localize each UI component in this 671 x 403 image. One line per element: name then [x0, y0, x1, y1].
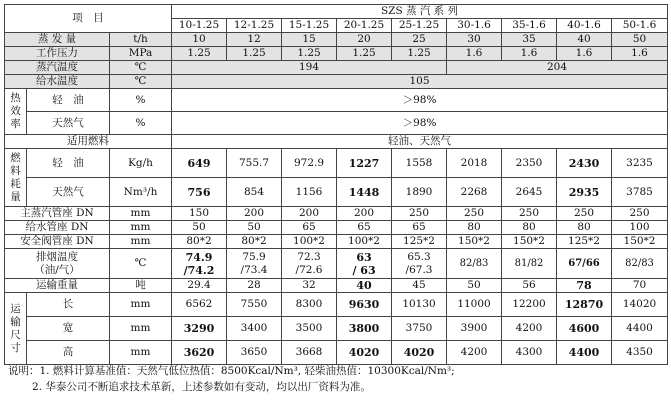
consumption-oil-value-9: 3235 [612, 149, 668, 178]
weight-value-9: 70 [612, 279, 668, 293]
efficiency-gas-row [5, 112, 668, 135]
evaporation-value-2: 12 [227, 33, 282, 47]
evaporation-value-5: 25 [392, 33, 447, 47]
weight-value-3: 32 [282, 279, 337, 293]
height-value-7: 4300 [502, 341, 557, 365]
steam-temp-value-b: 204 [447, 61, 668, 75]
pressure-value-6: 1.6 [447, 47, 502, 61]
efficiency-oil-label: 轻 油 [27, 89, 110, 112]
evaporation-value-8: 40 [557, 33, 612, 47]
safety-dn-value-5: 125*2 [392, 235, 447, 249]
safety-dn-value-4: 100*2 [337, 235, 392, 249]
feed-temp-unit: ℃ [110, 75, 172, 89]
width-value-5: 3750 [392, 317, 447, 341]
consumption-oil-value-7: 2350 [502, 149, 557, 178]
pressure-value-9: 1.6 [612, 47, 668, 61]
model-header-5: 25-1.25 [392, 19, 447, 33]
pressure-value-8: 1.6 [557, 47, 612, 61]
weight-value-7: 56 [502, 279, 557, 293]
notes [8, 363, 663, 395]
efficiency-gas-value: ＞98% [172, 112, 668, 135]
length-value-1: 6562 [172, 293, 227, 317]
pressure-value-1: 1.25 [172, 47, 227, 61]
main-steam-dn-row [5, 207, 668, 221]
weight-value-5: 45 [392, 279, 447, 293]
length-value-2: 7550 [227, 293, 282, 317]
main-steam-dn-label: 主蒸汽管座 DN [5, 207, 110, 221]
evaporation-value-1: 10 [172, 33, 227, 47]
exhaust-unit: ℃ [110, 249, 172, 279]
consumption-gas-unit: Nm³/h [110, 178, 172, 207]
weight-value-6: 50 [447, 279, 502, 293]
consumption-oil-value-3: 972.9 [282, 149, 337, 178]
length-label: 长 [27, 293, 110, 317]
weight-row [5, 279, 668, 293]
feed-dn-value-9: 100 [612, 221, 668, 235]
exhaust-value-3: 72.3 /72.6 [282, 249, 337, 279]
evaporation-value-4: 20 [337, 33, 392, 47]
height-value-6: 4200 [447, 341, 502, 365]
consumption-gas-value-9: 3785 [612, 178, 668, 207]
width-value-4: 3800 [337, 317, 392, 341]
length-value-5: 10130 [392, 293, 447, 317]
feed-temp-value: 105 [172, 75, 668, 89]
exhaust-value-6: 82/83 [447, 249, 502, 279]
steam-temp-label: 蒸汽温度 [5, 61, 110, 75]
length-value-9: 14020 [612, 293, 668, 317]
efficiency-gas-label: 天然气 [27, 112, 110, 135]
pressure-row [5, 47, 668, 61]
consumption-gas-row [5, 178, 668, 207]
height-row [5, 341, 668, 365]
main-steam-dn-value-6: 250 [447, 207, 502, 221]
height-value-3: 3668 [282, 341, 337, 365]
height-value-5: 4020 [392, 341, 447, 365]
feed-temp-label: 给水温度 [5, 75, 110, 89]
weight-label: 运输重量 [5, 279, 110, 293]
width-value-1: 3290 [172, 317, 227, 341]
pressure-value-7: 1.6 [502, 47, 557, 61]
width-value-6: 3900 [447, 317, 502, 341]
efficiency-oil-unit: % [110, 89, 172, 112]
main-steam-dn-value-5: 250 [392, 207, 447, 221]
model-header-1: 10-1.25 [172, 19, 227, 33]
safety-dn-value-1: 80*2 [172, 235, 227, 249]
model-header-7: 35-1.6 [502, 19, 557, 33]
pressure-value-4: 1.25 [337, 47, 392, 61]
width-value-9: 4400 [612, 317, 668, 341]
pressure-label: 工作压力 [5, 47, 110, 61]
height-value-2: 3650 [227, 341, 282, 365]
feed-dn-label: 给水管座 DN [5, 221, 110, 235]
width-value-3: 3500 [282, 317, 337, 341]
exhaust-value-9: 82/83 [612, 249, 668, 279]
weight-value-1: 29.4 [172, 279, 227, 293]
width-value-2: 3400 [227, 317, 282, 341]
main-steam-dn-value-1: 150 [172, 207, 227, 221]
main-steam-dn-value-3: 200 [282, 207, 337, 221]
safety-dn-value-3: 100*2 [282, 235, 337, 249]
model-header-8: 40-1.6 [557, 19, 612, 33]
exhaust-value-1: 74.9 /74.2 [172, 249, 227, 279]
feed-dn-value-8: 80 [557, 221, 612, 235]
consumption-oil-value-6: 2018 [447, 149, 502, 178]
consumption-gas-value-4: 1448 [337, 178, 392, 207]
width-label: 宽 [27, 317, 110, 341]
feed-dn-unit: mm [110, 221, 172, 235]
safety-dn-value-6: 150*2 [447, 235, 502, 249]
fuel-label: 适用燃料 [5, 135, 172, 149]
efficiency-group-label: 热 效 率 [5, 89, 27, 135]
pressure-value-3: 1.25 [282, 47, 337, 61]
feed-dn-value-4: 65 [337, 221, 392, 235]
weight-value-8: 78 [557, 279, 612, 293]
consumption-gas-value-3: 1156 [282, 178, 337, 207]
main-steam-dn-value-7: 250 [502, 207, 557, 221]
pressure-value-2: 1.25 [227, 47, 282, 61]
consumption-oil-value-8: 2430 [557, 149, 612, 178]
height-value-8: 4400 [557, 341, 612, 365]
height-value-4: 4020 [337, 341, 392, 365]
evaporation-unit: t/h [110, 33, 172, 47]
safety-dn-unit: mm [110, 235, 172, 249]
length-row [5, 293, 668, 317]
efficiency-oil-value: ＞98% [172, 89, 668, 112]
width-row [5, 317, 668, 341]
exhaust-value-2: 75.9 /73.4 [227, 249, 282, 279]
length-value-6: 11000 [447, 293, 502, 317]
feed-dn-value-5: 65 [392, 221, 447, 235]
exhaust-label: 排烟温度 （油/气） [5, 249, 110, 279]
feed-dn-value-6: 80 [447, 221, 502, 235]
length-value-8: 12870 [557, 293, 612, 317]
safety-dn-value-9: 150*2 [612, 235, 668, 249]
consumption-oil-row [5, 149, 668, 178]
consumption-gas-value-1: 756 [172, 178, 227, 207]
note-line-1: 说明：1. 燃料计算基准值：天然气低位热值：8500Kcal/Nm³, 轻柴油热值：10300Kcal/Nm³; [8, 365, 455, 377]
fuel-row [5, 135, 668, 149]
width-value-7: 4200 [502, 317, 557, 341]
exhaust-value-5: 65.3 /67.3 [392, 249, 447, 279]
consumption-gas-value-7: 2645 [502, 178, 557, 207]
consumption-gas-value-2: 854 [227, 178, 282, 207]
safety-dn-value-7: 150*2 [502, 235, 557, 249]
feed-dn-row [5, 221, 668, 235]
steam-temp-unit: ℃ [110, 61, 172, 75]
consumption-oil-label: 轻 油 [27, 149, 110, 178]
height-value-1: 3620 [172, 341, 227, 365]
length-value-4: 9630 [337, 293, 392, 317]
width-value-8: 4600 [557, 317, 612, 341]
height-value-9: 4350 [612, 341, 668, 365]
consumption-oil-value-1: 649 [172, 149, 227, 178]
evaporation-value-7: 35 [502, 33, 557, 47]
main-steam-dn-value-4: 200 [337, 207, 392, 221]
length-unit: mm [110, 293, 172, 317]
length-value-3: 8300 [282, 293, 337, 317]
width-unit: mm [110, 317, 172, 341]
safety-dn-value-2: 80*2 [227, 235, 282, 249]
spec-table [4, 4, 668, 365]
note-line-2: 2. 华泰公司不断追求技术革新，上述参数如有变动，均以出厂资料为准。 [32, 381, 371, 393]
consumption-group-label: 燃 料 耗 量 [5, 149, 27, 207]
consumption-oil-unit: Kg/h [110, 149, 172, 178]
exhaust-value-8: 67/66 [557, 249, 612, 279]
model-header-4: 20-1.25 [337, 19, 392, 33]
consumption-gas-value-5: 1890 [392, 178, 447, 207]
exhaust-value-7: 81/82 [502, 249, 557, 279]
weight-value-4: 40 [337, 279, 392, 293]
consumption-oil-value-5: 1558 [392, 149, 447, 178]
main-steam-dn-value-2: 200 [227, 207, 282, 221]
exhaust-value-4: 63 / 63 [337, 249, 392, 279]
model-header-6: 30-1.6 [447, 19, 502, 33]
evaporation-row [5, 33, 668, 47]
fuel-value: 轻油、天然气 [172, 135, 668, 149]
weight-unit: 吨 [110, 279, 172, 293]
height-unit: mm [110, 341, 172, 365]
header-series-label: SZS 蒸 汽 系 列 [172, 5, 668, 19]
feed-dn-value-3: 65 [282, 221, 337, 235]
weight-value-2: 28 [227, 279, 282, 293]
safety-dn-value-8: 125*2 [557, 235, 612, 249]
evaporation-value-9: 50 [612, 33, 668, 47]
dimensions-group-label: 运 输 尺 寸 [5, 293, 27, 365]
model-header-2: 12-1.25 [227, 19, 282, 33]
main-steam-dn-unit: mm [110, 207, 172, 221]
consumption-oil-value-2: 755.7 [227, 149, 282, 178]
steam-temp-row [5, 61, 668, 75]
height-label: 高 [27, 341, 110, 365]
spec-sheet [4, 4, 667, 365]
safety-dn-label: 安全阀管座 DN [5, 235, 110, 249]
length-value-7: 12200 [502, 293, 557, 317]
feed-temp-row [5, 75, 668, 89]
header-item-label: 项 目 [5, 5, 172, 33]
main-steam-dn-value-9: 250 [612, 207, 668, 221]
efficiency-gas-unit: % [110, 112, 172, 135]
evaporation-label: 蒸 发 量 [5, 33, 110, 47]
efficiency-oil-row [5, 89, 668, 112]
steam-temp-value-a: 194 [172, 61, 447, 75]
model-header-3: 15-1.25 [282, 19, 337, 33]
feed-dn-value-2: 50 [227, 221, 282, 235]
consumption-gas-label: 天然气 [27, 178, 110, 207]
evaporation-value-6: 30 [447, 33, 502, 47]
pressure-value-5: 1.25 [392, 47, 447, 61]
model-header-9: 50-1.6 [612, 19, 668, 33]
feed-dn-value-7: 80 [502, 221, 557, 235]
exhaust-row [5, 249, 668, 279]
consumption-gas-value-6: 2268 [447, 178, 502, 207]
pressure-unit: MPa [110, 47, 172, 61]
consumption-oil-value-4: 1227 [337, 149, 392, 178]
evaporation-value-3: 15 [282, 33, 337, 47]
safety-dn-row [5, 235, 668, 249]
consumption-gas-value-8: 2935 [557, 178, 612, 207]
main-steam-dn-value-8: 250 [557, 207, 612, 221]
feed-dn-value-1: 50 [172, 221, 227, 235]
